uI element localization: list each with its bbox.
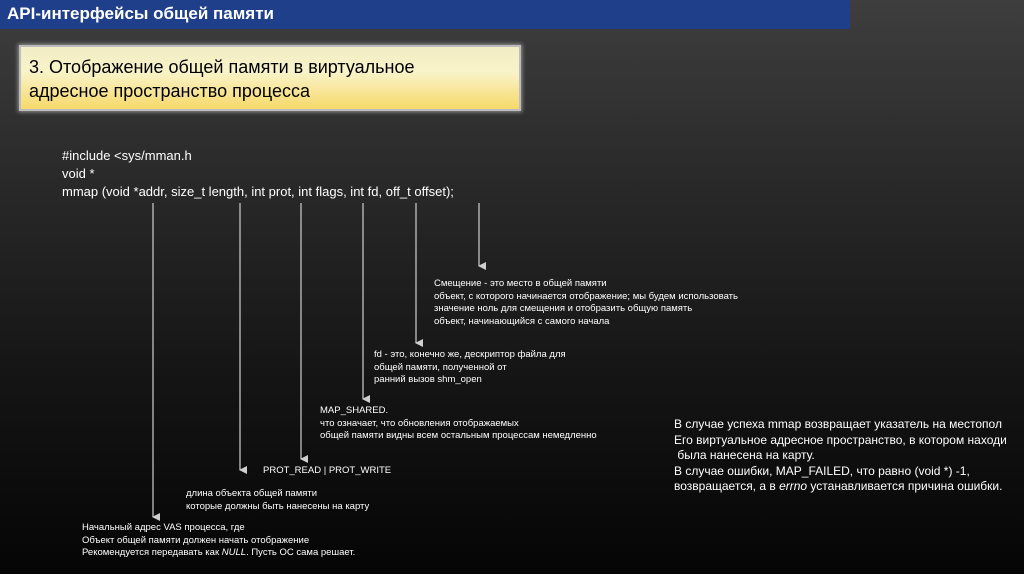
note-offset — [434, 278, 738, 328]
code-return-type: void * — [62, 166, 95, 181]
note-prot-line: PROT_READ | PROT_WRITE — [263, 465, 392, 476]
subtitle-line-1: 3. Отображение общей памяти в виртуальное — [29, 57, 415, 77]
return-note-line: была нанесена на карту. — [674, 448, 815, 462]
note-addr-text: . Пусть ОС сама решает. — [246, 547, 356, 558]
note-addr-line — [82, 547, 355, 560]
subtitle-line-2: адресное пространство процесса — [29, 81, 310, 101]
code-mmap-signature: mmap (void *addr, size_t length, int prot, int flags, int fd, off_t offset); — [62, 184, 454, 199]
note-fd — [374, 349, 566, 387]
note-addr — [82, 522, 355, 560]
return-note-errno: errno — [779, 479, 808, 493]
return-note-text: возвращается, а в — [674, 479, 780, 493]
note-length — [186, 488, 369, 513]
return-note-line — [674, 479, 1007, 495]
return-note-text: устанавливается причина ошибки. — [807, 479, 1003, 493]
return-value-note — [674, 417, 1007, 495]
note-flags-line: MAP_SHARED. — [320, 405, 389, 416]
note-flags-line: общей памяти видны всем остальным процессам немедленно — [320, 430, 597, 441]
note-offset-line: Смещение - это место в общей памяти — [434, 278, 607, 289]
note-addr-null: NULL — [221, 547, 247, 558]
note-flags — [320, 405, 597, 443]
code-include: #include <sys/mman.h — [62, 148, 192, 163]
note-length-line: которые должны быть нанесены на карту — [186, 500, 370, 512]
return-note-line: В случае успеха mmap возвращает указатель на местопол — [674, 417, 1002, 431]
return-note-line: Его виртуальное адресное пространство, в котором находи — [674, 432, 1007, 447]
slide-title: API-интерфейсы общей памяти — [7, 4, 274, 23]
note-addr-line: Начальный адрес VAS процесса, где — [82, 522, 245, 533]
note-offset-line: значение ноль для смещения и отобразить общую память — [434, 303, 693, 314]
note-fd-line: общей памяти, полученной от — [374, 361, 507, 373]
note-addr-text: Рекомендуется передавать как — [82, 547, 222, 558]
note-offset-line: объект, начинающийся с самого начала — [434, 315, 610, 327]
note-length-line: длина объекта общей памяти — [186, 488, 318, 499]
note-prot — [263, 465, 391, 478]
note-addr-line: Объект общей памяти должен начать отображение — [82, 534, 310, 546]
note-fd-line: fd - это, конечно же, дескриптор файла для — [374, 349, 566, 360]
return-note-line: В случае ошибки, MAP_FAILED, что равно (void *) -1, — [674, 463, 970, 478]
note-offset-line: объект, с которого начинается отображение; мы будем использовать — [434, 290, 738, 302]
note-fd-line: ранний вызов shm_open — [374, 374, 482, 385]
note-flags-line: что означает, что обновления отображаемых — [320, 417, 519, 429]
